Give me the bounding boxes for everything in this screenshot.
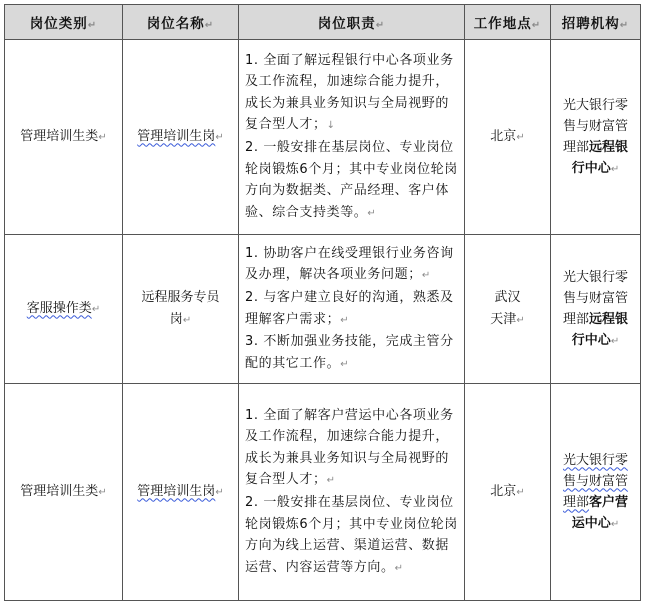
cell-organization: 光大银行零售与财富管理部客户营运中心↵ bbox=[551, 384, 641, 601]
header-organization: 招聘机构↵ bbox=[551, 5, 641, 40]
cell-duties: 1. 全面了解客户营运中心各项业务及工作流程，加速综合能力提升，成长为兼具业务知识与全局视野的复合型人才；↵ 2. 一般安排在基层岗位、专业岗位轮岗锻炼6个月；其中专业岗位轮岗方向为线上运营、渠道运营、数据运营、内容运营等方向。↵ bbox=[239, 384, 465, 601]
cell-duties: 1. 协助客户在线受理银行业务咨询及办理，解决各项业务问题；↵ 2. 与客户建立良好的沟通，熟悉及理解客户需求；↵ 3. 不断加强业务技能，完成主管分配的其它工作。↵ bbox=[239, 235, 465, 384]
duty-item: 2. 与客户建立良好的沟通，熟悉及理解客户需求； bbox=[245, 289, 454, 327]
duty-item: 2. 一般安排在基层岗位、专业岗位轮岗锻炼6个月；其中专业岗位轮岗方向为数据类、产品经理、客户体验、综合支持类等。 bbox=[245, 140, 458, 220]
table-row bbox=[5, 40, 641, 235]
cell-organization: 光大银行零售与财富管理部远程银行中心↵ bbox=[551, 40, 641, 235]
cell-category: 客服操作类↵ bbox=[5, 235, 123, 384]
recruitment-table bbox=[4, 4, 641, 601]
cell-organization: 光大银行零售与财富管理部远程银行中心↵ bbox=[551, 235, 641, 384]
cell-location: 武汉 天津↵ bbox=[465, 235, 551, 384]
cell-location: 北京↵ bbox=[465, 384, 551, 601]
table-header-row bbox=[5, 5, 641, 40]
duty-item: 2. 一般安排在基层岗位、专业岗位轮岗锻炼6个月；其中专业岗位轮岗方向为线上运营、渠道运营、数据运营、内容运营等方向。 bbox=[245, 495, 458, 575]
cell-category: 管理培训生类↵ bbox=[5, 40, 123, 235]
table-row bbox=[5, 235, 641, 384]
cell-location: 北京↵ bbox=[465, 40, 551, 235]
cell-position: 远程服务专员岗↵ bbox=[123, 235, 239, 384]
header-duties: 岗位职责↵ bbox=[239, 5, 465, 40]
duty-item: 1. 全面了解远程银行中心各项业务及工作流程，加速综合能力提升，成长为兼具业务知识与全局视野的复合型人才； bbox=[245, 52, 454, 133]
duty-item: 3. 不断加强业务技能，完成主管分配的其它工作。 bbox=[245, 334, 454, 371]
duty-item: 1. 全面了解客户营运中心各项业务及工作流程，加速综合能力提升，成长为兼具业务知识与全局视野的复合型人才； bbox=[245, 407, 454, 488]
header-location: 工作地点↵ bbox=[465, 5, 551, 40]
cell-duties: 1. 全面了解远程银行中心各项业务及工作流程，加速综合能力提升，成长为兼具业务知识与全局视野的复合型人才；↓ 2. 一般安排在基层岗位、专业岗位轮岗锻炼6个月；其中专业岗位轮岗方向为数据类、产品经理、客户体验、综合支持类等。↵ bbox=[239, 40, 465, 235]
table-row bbox=[5, 384, 641, 601]
cell-position: 管理培训生岗↵ bbox=[123, 40, 239, 235]
document-page bbox=[4, 4, 640, 601]
duty-item: 1. 协助客户在线受理银行业务咨询及办理，解决各项业务问题； bbox=[245, 245, 454, 283]
cell-position: 管理培训生岗↵ bbox=[123, 384, 239, 601]
cell-category: 管理培训生类↵ bbox=[5, 384, 123, 601]
header-category: 岗位类别↵ bbox=[5, 5, 123, 40]
header-position: 岗位名称↵ bbox=[123, 5, 239, 40]
